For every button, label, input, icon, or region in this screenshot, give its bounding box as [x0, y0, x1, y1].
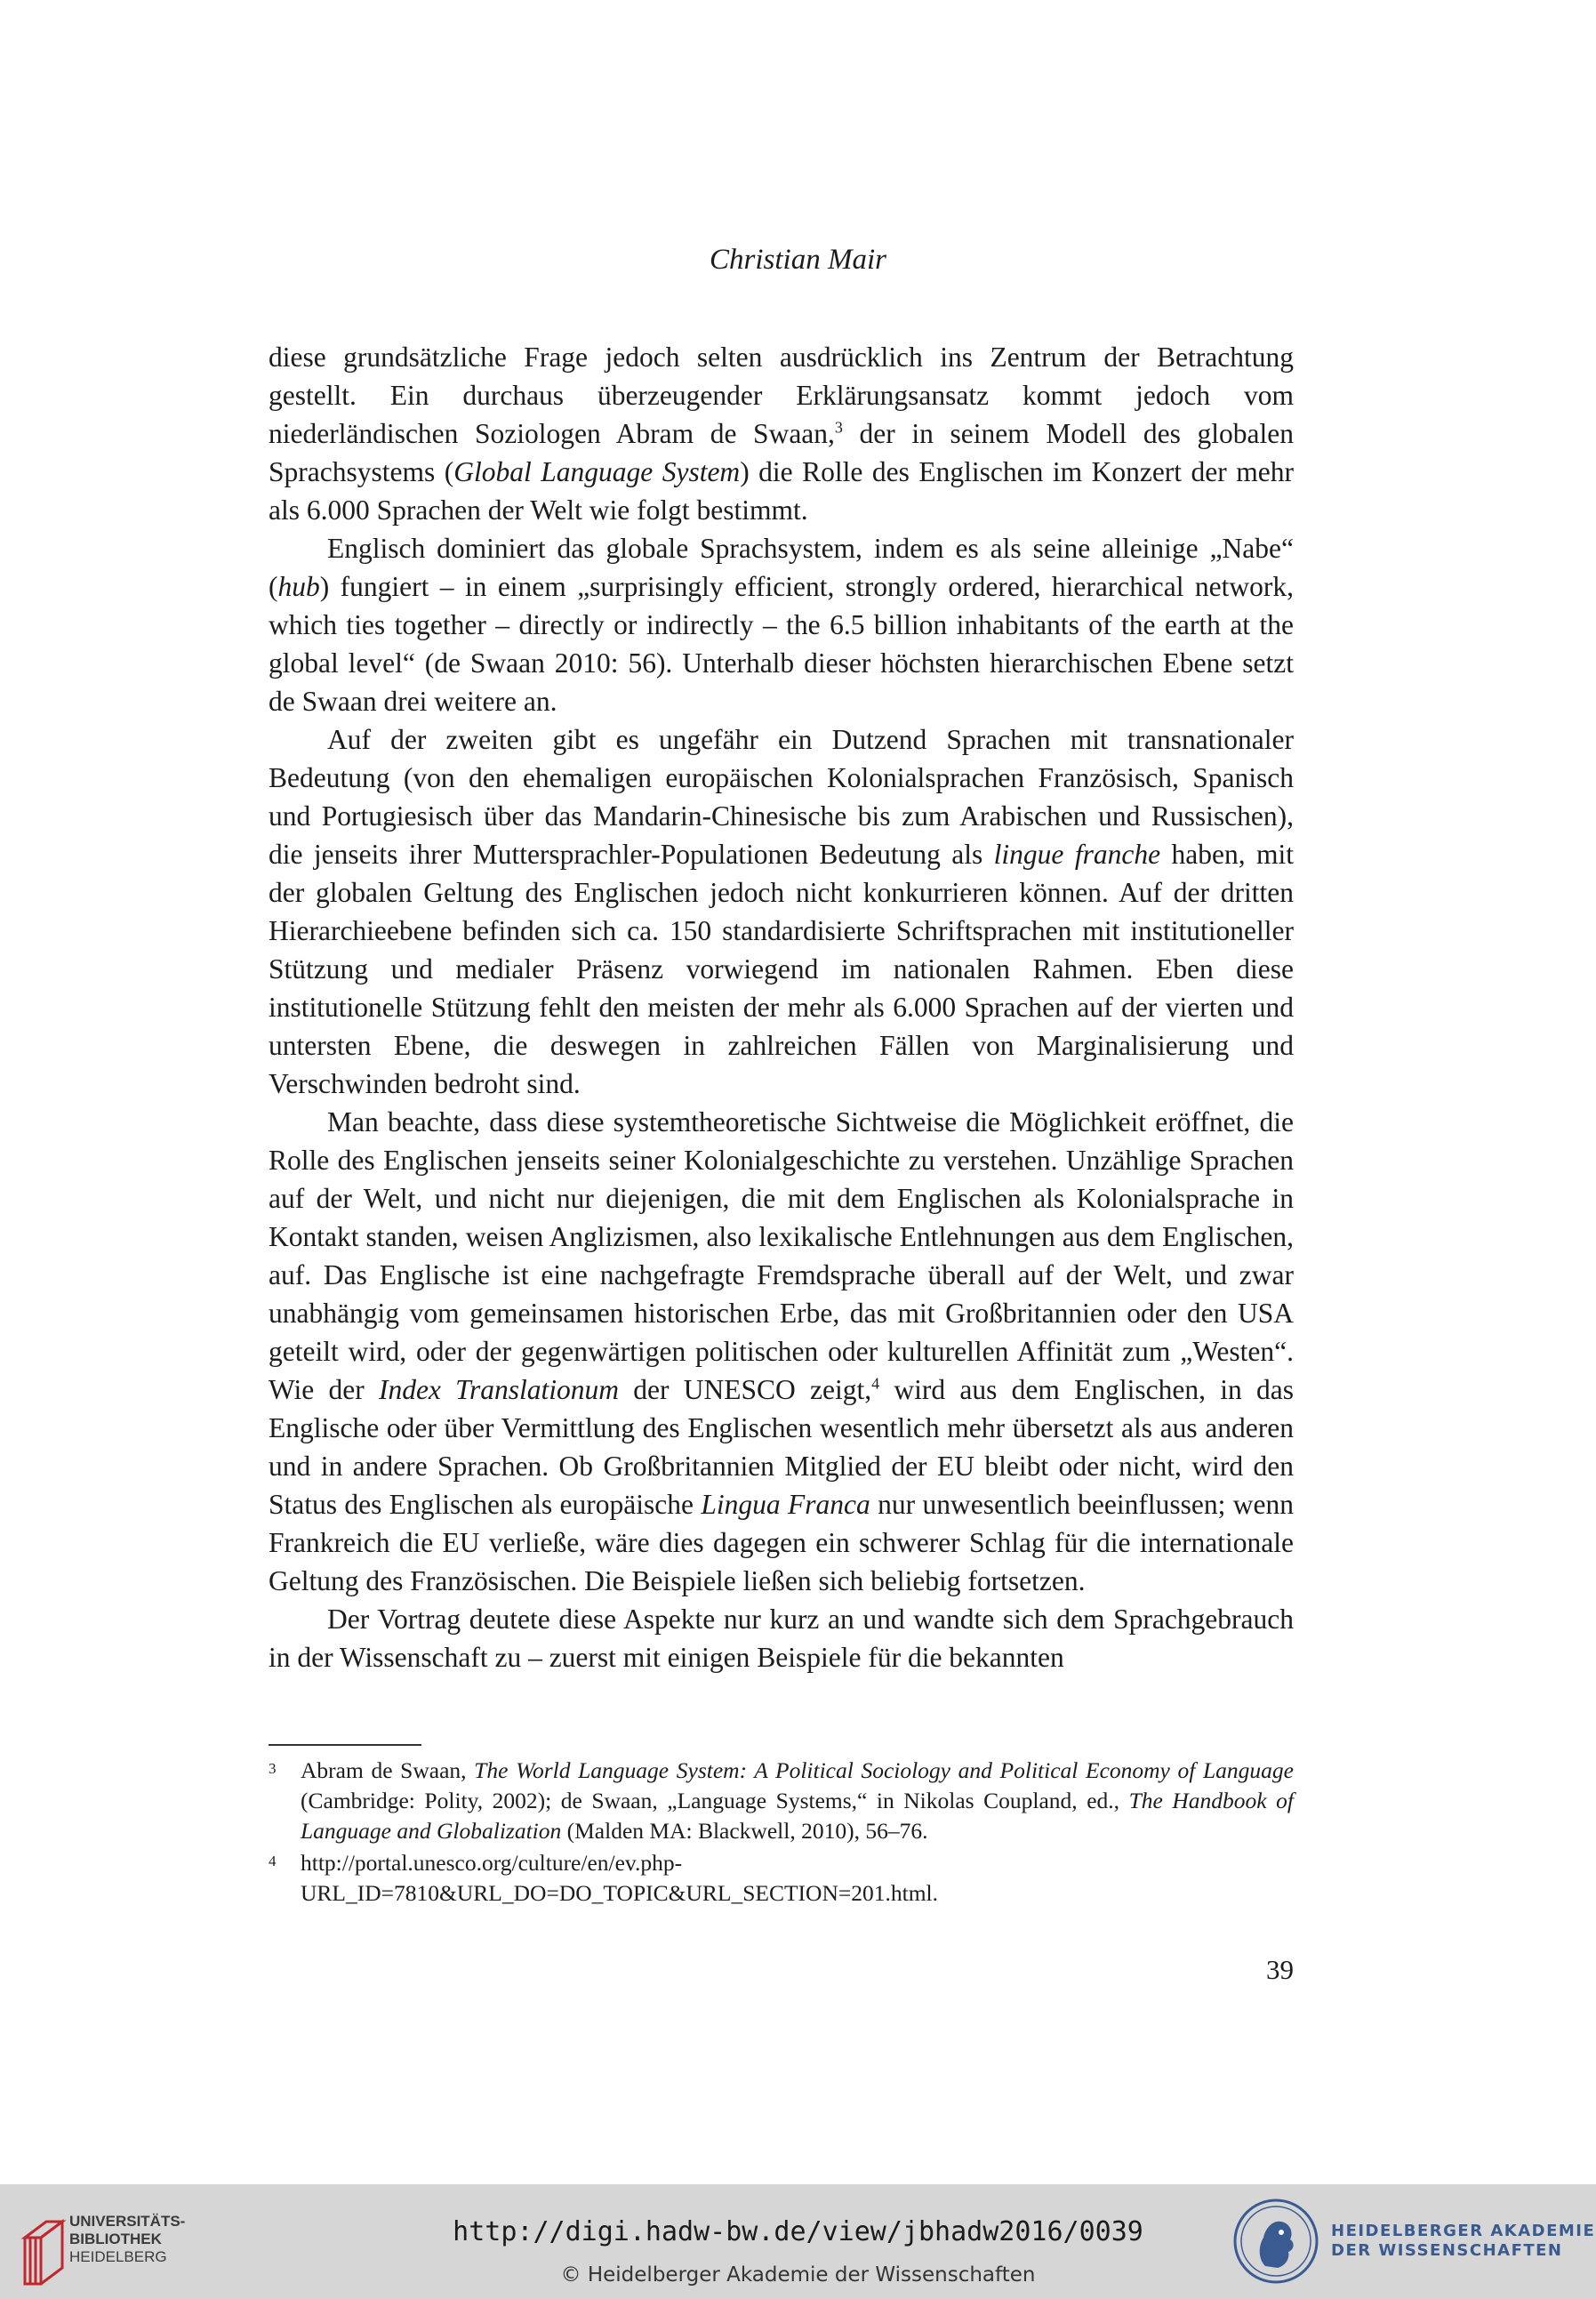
body-paragraph	[269, 720, 1294, 1103]
academy-logo-line: HEIDELBERGER AKADEMIE	[1331, 2222, 1596, 2240]
italic-text: Global Language System	[453, 456, 741, 487]
library-logo-line: HEIDELBERG	[69, 2248, 167, 2265]
permalink-url[interactable]: http://digi.hadw-bw.de/view/jbhadw2016/0039	[453, 2216, 1143, 2247]
text-run: Man beachte, dass diese systemtheoretische Sichtweise die Möglichkeit eröffnet, die Rolle des Englischen jenseits seiner Kolonialgeschichte zu verstehen. Unzählige Sprachen auf der Welt, und nicht nur diejenigen, die mit dem Englischen als Kolonialsprache in Kontakt standen, weisen Anglizismen, also lexikalische Entlehnungen aus dem Englischen, auf. Das Englische ist eine nachgefragte Fremdsprache überall auf der Welt, und zwar unabhängig vom gemeinsamen historischen Erbe, das mit Großbritannien oder den USA geteilt wird, oder der gegenwärtigen politischen oder kulturellen Affinität zum „Westen“. Wie der	[269, 1106, 1294, 1405]
footnote-reference[interactable]: 4	[871, 1374, 880, 1393]
running-head: Christian Mair	[710, 244, 886, 276]
italic-text: lingue franche	[993, 839, 1161, 870]
text-run: der in seinem Modell des globalen Sprachsystems (	[269, 418, 1294, 487]
library-logo-line: BIBLIOTHEK	[69, 2231, 162, 2247]
text-run: Abram de Swaan,	[301, 1757, 475, 1783]
page-number: 39	[1266, 1954, 1294, 1985]
footnote-number: 3	[269, 1760, 277, 1777]
body-text	[269, 338, 1294, 1676]
italic-text: hub	[277, 571, 320, 602]
academy-logo-line: DER WISSENSCHAFTEN	[1331, 2241, 1563, 2260]
text-run: Englisch dominiert das globale Sprachsystem, indem es als seine alleinige „Nabe“ (	[269, 533, 1294, 602]
body-paragraph	[269, 1103, 1294, 1600]
academy-seal-icon	[1231, 2197, 1320, 2286]
text-run: Auf der zweiten gibt es ungefähr ein Dutzend Sprachen mit transnationaler Bedeutung (von den ehemaligen europäischen Kolonialsprachen Französisch, Spanisch und Portugiesisch über das Mandarin-Chinesische bis zum Arabischen und Russischen), die jenseits ihrer Muttersprachler-Populationen Bedeutung als	[269, 724, 1294, 870]
text-run: der UNESCO zeigt,	[618, 1374, 872, 1405]
footnote	[269, 1848, 1294, 1909]
text-run: (Cambridge: Polity, 2002); de Swaan, „Language Systems,“ in Nikolas Coupland, ed.,	[301, 1788, 1129, 1813]
text-run: (Malden MA: Blackwell, 2010), 56–76.	[561, 1818, 928, 1844]
body-paragraph	[269, 529, 1294, 720]
text-run: ) fungiert – in einem „surprisingly efficient, strongly ordered, hierarchical network, which ties together – directly or indirectly – the 6.5 billion inhabitants of the earth at the global level“ (de Swaan 2010: 56). Unterhalb dieser höchsten hierarchischen Ebene setzt de Swaan drei weitere an.	[269, 571, 1294, 717]
footnotes	[269, 1756, 1294, 1910]
text-run: wird aus dem Englischen, in das Englische oder über Vermittlung des Englischen wesentlich mehr übersetzt als aus anderen und in andere Sprachen. Ob Großbritannien Mitglied der EU bleibt oder nicht, wird den Status des Englischen als europäische	[269, 1374, 1294, 1520]
text-run: diese grundsätzliche Frage jedoch selten ausdrücklich ins Zentrum der Betrachtung gestellt. Ein durchaus überzeugender Erklärungsansatz kommt jedoch vom niederländischen Soziologen Abram de Swaan,	[269, 342, 1294, 449]
italic-text: The World Language System: A Political Sociology and Political Economy of Language	[474, 1757, 1294, 1783]
library-logo-line: UNIVERSITÄTS-	[69, 2213, 186, 2230]
italic-text: Index Translationum	[378, 1374, 619, 1405]
text-run: ) die Rolle des Englischen im Konzert der mehr als 6.000 Sprachen der Welt wie folgt bestimmt.	[269, 456, 1294, 526]
text-run: http://portal.unesco.org/culture/en/ev.php-URL_ID=7810&URL_DO=DO_TOPIC&URL_SECTION=201.html.	[301, 1850, 939, 1906]
academy-logo-text	[1331, 2222, 1595, 2261]
italic-text: The Handbook of Language and Globalization	[301, 1788, 1294, 1844]
footer-bar	[0, 2184, 1596, 2299]
text-run: nur unwesentlich beeinflussen; wenn Frankreich die EU verließe, wäre dies dagegen ein schwerer Schlag für die internationale Geltung des Französischen. Die Beispiele ließen sich beliebig fortsetzen.	[269, 1489, 1294, 1596]
body-paragraph	[269, 1600, 1294, 1676]
footnote-reference[interactable]: 3	[834, 418, 843, 437]
text-run: Der Vortrag deutete diese Aspekte nur kurz an und wandte sich dem Sprachgebrauch in der Wissenschaft zu – zuerst mit einigen Beispiele für die bekannten	[269, 1604, 1294, 1673]
footnote	[269, 1756, 1294, 1846]
body-paragraph	[269, 338, 1294, 529]
footnote-number: 4	[269, 1853, 277, 1869]
copyright-notice: © Heidelberger Akademie der Wissenschaften	[560, 2263, 1036, 2287]
italic-text: Lingua Franca	[701, 1489, 870, 1520]
text-run: haben, mit der globalen Geltung des Englischen jedoch nicht konkurrieren können. Auf der dritten Hierarchieebene befinden sich ca. 150 standardisierte Schriftsprachen mit institutioneller Stützung und medialer Präsenz vorwiegend im nationalen Rahmen. Eben diese institutionelle Stützung fehlt den meisten der mehr als 6.000 Sprachen auf der vierten und untersten Ebene, die deswegen in zahlreichen Fällen von Marginalisierung und Verschwinden bedroht sind.	[269, 839, 1294, 1099]
footnote-separator	[269, 1744, 421, 1746]
